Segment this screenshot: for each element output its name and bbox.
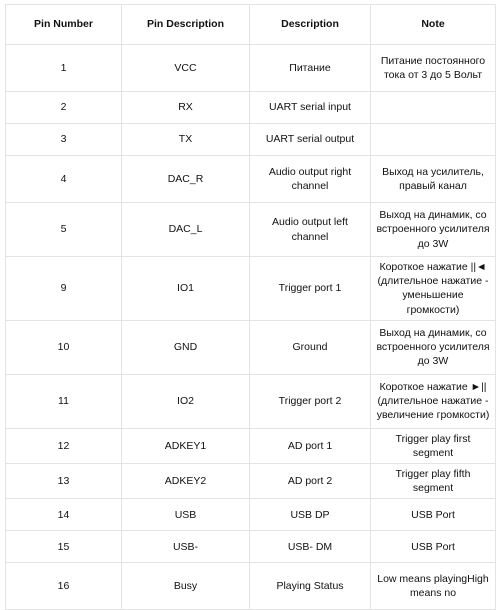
cell-note: Выход на усилитель, правый канал — [371, 156, 496, 203]
cell-description: Audio output left channel — [250, 203, 371, 257]
cell-description: Audio output right channel — [250, 156, 371, 203]
cell-pin-number: 11 — [6, 374, 122, 428]
cell-pin-description: IO2 — [122, 374, 250, 428]
table-row — [6, 257, 496, 321]
cell-pin-description: ADKEY2 — [122, 464, 250, 499]
cell-note: Питание постоянного тока от 3 до 5 Вольт — [371, 45, 496, 92]
cell-note: Trigger play fifth segment — [371, 464, 496, 499]
cell-description: Ground — [250, 320, 371, 374]
cell-pin-number: 2 — [6, 92, 122, 124]
cell-pin-description: TX — [122, 124, 250, 156]
cell-pin-description: USB- — [122, 531, 250, 563]
cell-description: UART serial output — [250, 124, 371, 156]
cell-pin-description: IO1 — [122, 257, 250, 321]
table-row — [6, 499, 496, 531]
cell-pin-number: 1 — [6, 45, 122, 92]
header-note: Note — [371, 5, 496, 45]
cell-note: USB Port — [371, 499, 496, 531]
table-row — [6, 156, 496, 203]
cell-pin-description: USB — [122, 499, 250, 531]
cell-pin-number: 16 — [6, 563, 122, 610]
cell-pin-number: 13 — [6, 464, 122, 499]
table-row — [6, 374, 496, 428]
cell-note — [371, 92, 496, 124]
table-row — [6, 563, 496, 610]
cell-note: Trigger play first segment — [371, 428, 496, 463]
cell-description: AD port 1 — [250, 428, 371, 463]
pin-table — [5, 4, 496, 610]
cell-note: Короткое нажатие ►|| (длительное нажатие - увеличение громкости) — [371, 374, 496, 428]
table-row — [6, 531, 496, 563]
cell-pin-number: 12 — [6, 428, 122, 463]
header-pin-number: Pin Number — [6, 5, 122, 45]
cell-description: Trigger port 2 — [250, 374, 371, 428]
table-row — [6, 428, 496, 463]
cell-note: Выход на динамик, со встроенного усилителя до 3W — [371, 320, 496, 374]
cell-description: Питание — [250, 45, 371, 92]
cell-description: AD port 2 — [250, 464, 371, 499]
cell-pin-number: 15 — [6, 531, 122, 563]
cell-pin-description: Busy — [122, 563, 250, 610]
cell-pin-description: VCC — [122, 45, 250, 92]
cell-pin-description: RX — [122, 92, 250, 124]
table-row — [6, 45, 496, 92]
cell-pin-description: ADKEY1 — [122, 428, 250, 463]
cell-note: Выход на динамик, со встроенного усилителя до 3W — [371, 203, 496, 257]
cell-note: Короткое нажатие ||◄ (длительное нажатие - уменьшение громкости) — [371, 257, 496, 321]
table-row — [6, 124, 496, 156]
cell-description: UART serial input — [250, 92, 371, 124]
cell-description: Trigger port 1 — [250, 257, 371, 321]
header-pin-description: Pin Description — [122, 5, 250, 45]
cell-note: Low means playingHigh means no — [371, 563, 496, 610]
cell-note: USB Port — [371, 531, 496, 563]
cell-pin-description: GND — [122, 320, 250, 374]
cell-pin-description: DAC_R — [122, 156, 250, 203]
table-body — [6, 45, 496, 610]
cell-pin-number: 9 — [6, 257, 122, 321]
table-row — [6, 203, 496, 257]
table-row — [6, 92, 496, 124]
cell-pin-number: 5 — [6, 203, 122, 257]
cell-description: USB- DM — [250, 531, 371, 563]
header-description: Description — [250, 5, 371, 45]
cell-pin-number: 14 — [6, 499, 122, 531]
table-row — [6, 320, 496, 374]
cell-pin-number: 4 — [6, 156, 122, 203]
table-row — [6, 464, 496, 499]
table-header-row — [6, 5, 496, 45]
cell-pin-description: DAC_L — [122, 203, 250, 257]
cell-description: USB DP — [250, 499, 371, 531]
cell-pin-number: 3 — [6, 124, 122, 156]
cell-pin-number: 10 — [6, 320, 122, 374]
cell-note — [371, 124, 496, 156]
cell-description: Playing Status — [250, 563, 371, 610]
